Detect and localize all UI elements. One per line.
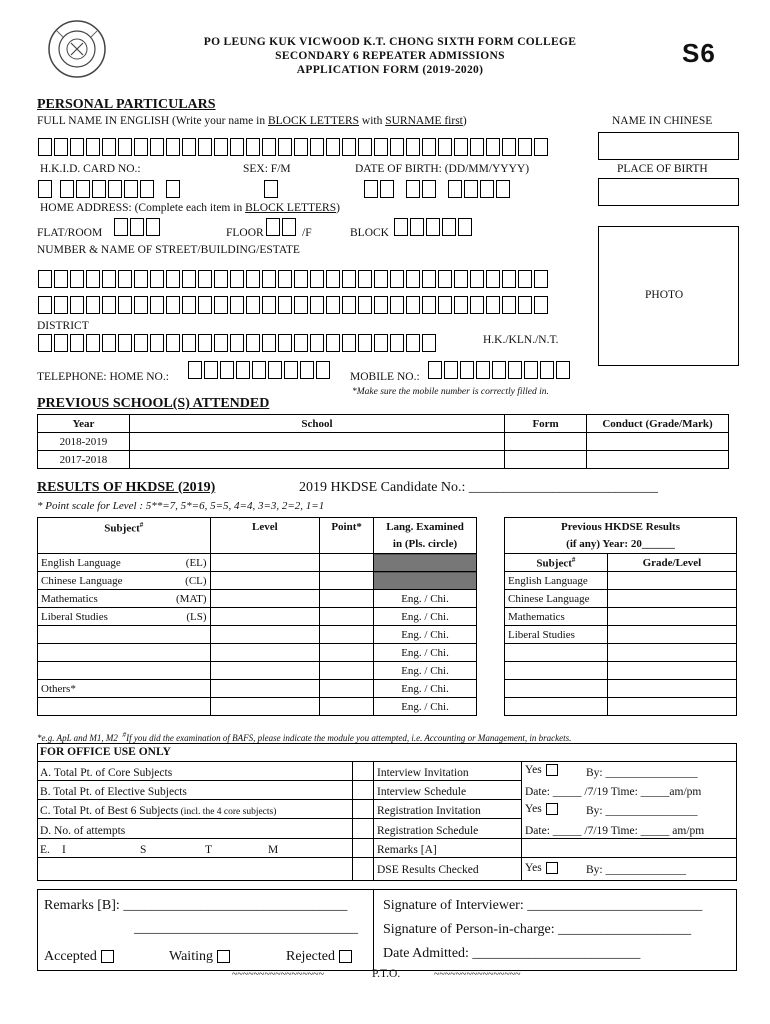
dob-label: DATE OF BIRTH: (DD/MM/YYYY): [355, 163, 530, 175]
form-code: S6: [682, 38, 716, 68]
registration-invitation: Registration Invitation: [377, 805, 481, 817]
interview-yes[interactable]: Yes: [525, 764, 558, 776]
remarks-b-line[interactable]: ________________________________: [134, 921, 358, 936]
office-total-core: A. Total Pt. of Core Subjects: [40, 767, 173, 779]
rejected-option[interactable]: Rejected: [286, 949, 352, 965]
registration-date[interactable]: Date: _____ /7/19 Time: _____ am/pm: [525, 825, 705, 837]
floor-suffix: /F: [302, 227, 312, 239]
telephone-boxes[interactable]: [188, 361, 332, 379]
prev-grade-cell[interactable]: [607, 680, 736, 698]
subject-cell: [38, 662, 211, 680]
prev-subject-cell: English Language: [505, 572, 608, 590]
block-label: BLOCK: [350, 227, 389, 239]
college-logo: [47, 19, 107, 79]
interview-schedule: Interview Schedule: [377, 786, 467, 798]
form-title: APPLICATION FORM (2019-2020): [296, 64, 484, 76]
subject-name: Liberal Studies: [41, 610, 108, 623]
header-level: Level: [210, 518, 320, 554]
lang-cell[interactable]: Eng. / Chi.: [374, 680, 477, 698]
point-cell[interactable]: [320, 590, 374, 608]
waiting-option[interactable]: Waiting: [169, 949, 230, 965]
office-attempts: D. No. of attempts: [40, 825, 126, 837]
registration-schedule: Registration Schedule: [377, 825, 479, 837]
header-form: Form: [505, 415, 587, 433]
prev-header-subject: Subject#: [505, 554, 608, 572]
level-cell[interactable]: [210, 644, 320, 662]
table-row[interactable]: [38, 608, 477, 626]
subject-code: (MAT): [176, 592, 207, 605]
pto: P.T.O.: [372, 968, 401, 980]
year-cell: 2017-2018: [38, 451, 130, 469]
prev-subject-cell: [505, 662, 608, 680]
header-subject: Subject#: [38, 518, 211, 554]
point-cell[interactable]: [320, 572, 374, 590]
prev-grade-cell[interactable]: [607, 608, 736, 626]
level-cell[interactable]: [210, 662, 320, 680]
prev-subject-cell: [505, 680, 608, 698]
interview-invitation: Interview Invitation: [377, 767, 469, 779]
previous-school-table: [37, 414, 729, 469]
level-cell[interactable]: [210, 608, 320, 626]
photo-label: PHOTO: [645, 289, 684, 301]
header-point: Point*: [320, 518, 374, 554]
subject-name: Mathematics: [41, 592, 98, 605]
subject-cell: [38, 680, 211, 698]
remarks-b[interactable]: Remarks [B]: ________________________________: [44, 898, 348, 913]
place-of-birth-label: PLACE OF BIRTH: [617, 163, 708, 175]
office-eistm-m: M: [268, 844, 279, 856]
office-eistm-t: T: [205, 844, 213, 856]
prev-header-2: (if any) Year: 20______: [505, 536, 737, 554]
prev-subject-cell: [505, 644, 608, 662]
table-row[interactable]: [505, 698, 737, 716]
level-cell[interactable]: [210, 698, 320, 716]
table-row[interactable]: [505, 608, 737, 626]
personal-particulars-heading: PERSONAL PARTICULARS: [37, 97, 216, 112]
table-row[interactable]: [38, 698, 477, 716]
header-lang-1: Lang. Examined: [374, 518, 477, 536]
point-cell[interactable]: [320, 626, 374, 644]
district-label: DISTRICT: [37, 320, 89, 332]
interview-date[interactable]: Date: _____ /7/19 Time: _____am/pm: [525, 786, 702, 798]
floor-boxes[interactable]: [266, 218, 298, 236]
region-label: H.K./KLN./N.T.: [483, 334, 559, 346]
subject-code: (CL): [185, 574, 207, 587]
subject-name: English Language: [41, 556, 121, 569]
date-admitted[interactable]: Date Admitted: ________________________: [383, 946, 641, 961]
subject-name: Others*: [41, 682, 76, 695]
dse-checked-by[interactable]: By: ______________: [586, 864, 686, 876]
table-row[interactable]: [505, 590, 737, 608]
street-boxes-2[interactable]: [38, 296, 550, 314]
prev-grade-cell[interactable]: [607, 644, 736, 662]
subject-code: (EL): [185, 556, 207, 569]
table-row[interactable]: [505, 680, 737, 698]
dse-checked-yes[interactable]: Yes: [525, 862, 558, 874]
lang-cell: [374, 572, 477, 590]
district-boxes[interactable]: [38, 334, 438, 352]
table-row[interactable]: [38, 433, 729, 451]
admissions-title: SECONDARY 6 REPEATER ADMISSIONS: [275, 50, 505, 62]
lang-cell[interactable]: Eng. / Chi.: [374, 590, 477, 608]
level-cell[interactable]: [210, 680, 320, 698]
table-row[interactable]: [505, 626, 737, 644]
name-chinese-field[interactable]: [598, 132, 739, 160]
table-row[interactable]: [38, 554, 477, 572]
hkdse-results-table: [37, 517, 477, 716]
table-row[interactable]: [38, 644, 477, 662]
header-lang-2: in (Pls. circle): [374, 536, 477, 554]
sex-label: SEX: F/M: [243, 163, 291, 175]
previous-hkdse-table: [504, 517, 737, 716]
subject-cell: [38, 626, 211, 644]
point-scale-note: * Point scale for Level : 5**=7, 5*=6, 5=5, 4=4, 3=3, 2=2, 1=1: [37, 500, 325, 512]
prev-subject-cell: Mathematics: [505, 608, 608, 626]
tilde-right: ~~~~~~~~~~~~~~~~: [434, 969, 521, 980]
table-row[interactable]: [38, 662, 477, 680]
sex-box[interactable]: [264, 180, 280, 198]
prev-subject-cell: Liberal Studies: [505, 626, 608, 644]
hkid-label: H.K.I.D. CARD NO.:: [40, 163, 141, 175]
signature-person-in-charge[interactable]: Signature of Person-in-charge: ___________________: [383, 922, 692, 937]
table-header-row: [38, 518, 477, 536]
mobile-label: MOBILE NO.:: [350, 371, 420, 383]
lang-cell[interactable]: Eng. / Chi.: [374, 626, 477, 644]
office-eistm-i: I: [62, 844, 66, 856]
interview-by[interactable]: By: ________________: [586, 767, 698, 779]
level-cell[interactable]: [210, 572, 320, 590]
subject-code: (LS): [186, 610, 207, 623]
office-total-best6: C. Total Pt. of Best 6 Subjects (incl. the 4 core subjects): [40, 805, 277, 817]
tilde-left: ~~~~~~~~~~~~~~~~~: [232, 969, 324, 980]
hkdse-footnote: *e.g. ApL and M1, M2 #If you did the examination of BAFS, please indicate the module you attempted, i.e. Accounting or Management, in brackets.: [37, 730, 572, 743]
subject-cell: [38, 698, 211, 716]
prev-grade-cell[interactable]: [607, 572, 736, 590]
table-row[interactable]: [505, 572, 737, 590]
subject-cell: [38, 572, 211, 590]
lang-cell[interactable]: Eng. / Chi.: [374, 662, 477, 680]
home-address-label: HOME ADDRESS: (Complete each item in BLOCK LETTERS): [40, 202, 340, 214]
signature-interviewer[interactable]: Signature of Interviewer: _________________________: [383, 898, 703, 913]
hkid-boxes[interactable]: [38, 180, 182, 198]
header-conduct: Conduct (Grade/Mark): [587, 415, 729, 433]
subject-cell: [38, 644, 211, 662]
table-row[interactable]: [38, 626, 477, 644]
office-total-elective: B. Total Pt. of Elective Subjects: [40, 786, 187, 798]
mobile-boxes[interactable]: [428, 361, 572, 379]
registration-by[interactable]: By: ________________: [586, 805, 698, 817]
table-row[interactable]: [38, 572, 477, 590]
header-year: Year: [38, 415, 130, 433]
prev-header-grade: Grade/Level: [607, 554, 736, 572]
block-boxes[interactable]: [394, 218, 474, 236]
point-cell[interactable]: [320, 662, 374, 680]
subject-cell: [38, 554, 211, 572]
level-cell[interactable]: [210, 554, 320, 572]
lang-cell[interactable]: Eng. / Chi.: [374, 698, 477, 716]
subject-name: Chinese Language: [41, 574, 123, 587]
floor-label: FLOOR: [226, 227, 264, 239]
subject-cell: [38, 608, 211, 626]
table-row[interactable]: [38, 451, 729, 469]
name-chinese-label: NAME IN CHINESE: [612, 115, 713, 127]
table-row[interactable]: [505, 644, 737, 662]
office-use-heading: FOR OFFICE USE ONLY: [40, 746, 171, 758]
remarks-a: Remarks [A]: [377, 844, 437, 856]
point-cell[interactable]: [320, 698, 374, 716]
college-name: PO LEUNG KUK VICWOOD K.T. CHONG SIXTH FORM COLLEGE: [203, 36, 577, 48]
accepted-option[interactable]: Accepted: [44, 949, 114, 965]
prev-grade-cell[interactable]: [607, 590, 736, 608]
table-row[interactable]: [505, 662, 737, 680]
place-of-birth-field[interactable]: [598, 178, 739, 206]
prev-subject-cell: [505, 698, 608, 716]
prev-header-1: Previous HKDSE Results: [505, 518, 737, 536]
table-header-row: [505, 554, 737, 572]
prev-subject-cell: Chinese Language: [505, 590, 608, 608]
office-eistm-e: E.: [40, 844, 50, 856]
prev-grade-cell[interactable]: [607, 698, 736, 716]
flat-room-label: FLAT/ROOM: [37, 227, 103, 239]
dse-results-checked: DSE Results Checked: [377, 864, 479, 876]
lang-cell[interactable]: Eng. / Chi.: [374, 644, 477, 662]
header-school: School: [129, 415, 504, 433]
prev-grade-cell[interactable]: [607, 626, 736, 644]
point-cell[interactable]: [320, 644, 374, 662]
point-cell[interactable]: [320, 554, 374, 572]
full-name-label: FULL NAME IN ENGLISH (Write your name in BLOCK LETTERS with SURNAME first): [37, 115, 467, 127]
table-row[interactable]: [38, 590, 477, 608]
previous-school-heading: PREVIOUS SCHOOL(S) ATTENDED: [37, 396, 270, 411]
candidate-number[interactable]: 2019 HKDSE Candidate No.: ___________________________: [299, 480, 658, 495]
year-cell: 2018-2019: [38, 433, 130, 451]
street-label: NUMBER & NAME OF STREET/BUILDING/ESTATE: [37, 244, 300, 256]
full-name-boxes[interactable]: [38, 138, 550, 156]
prev-grade-cell[interactable]: [607, 662, 736, 680]
flat-room-boxes[interactable]: [114, 218, 162, 236]
point-cell[interactable]: [320, 680, 374, 698]
lang-cell[interactable]: Eng. / Chi.: [374, 608, 477, 626]
point-cell[interactable]: [320, 608, 374, 626]
table-row[interactable]: [38, 680, 477, 698]
registration-yes[interactable]: Yes: [525, 803, 558, 815]
telephone-label: TELEPHONE: HOME NO.:: [37, 371, 169, 383]
table-header-row: [38, 415, 729, 433]
dob-boxes[interactable]: [364, 180, 512, 198]
mobile-note: *Make sure the mobile number is correctly filled in.: [352, 387, 549, 397]
level-cell[interactable]: [210, 590, 320, 608]
hkdse-heading: RESULTS OF HKDSE (2019): [37, 480, 216, 495]
level-cell[interactable]: [210, 626, 320, 644]
office-eistm-s: S: [140, 844, 147, 856]
subject-cell: [38, 590, 211, 608]
street-boxes-1[interactable]: [38, 270, 550, 288]
lang-cell: [374, 554, 477, 572]
